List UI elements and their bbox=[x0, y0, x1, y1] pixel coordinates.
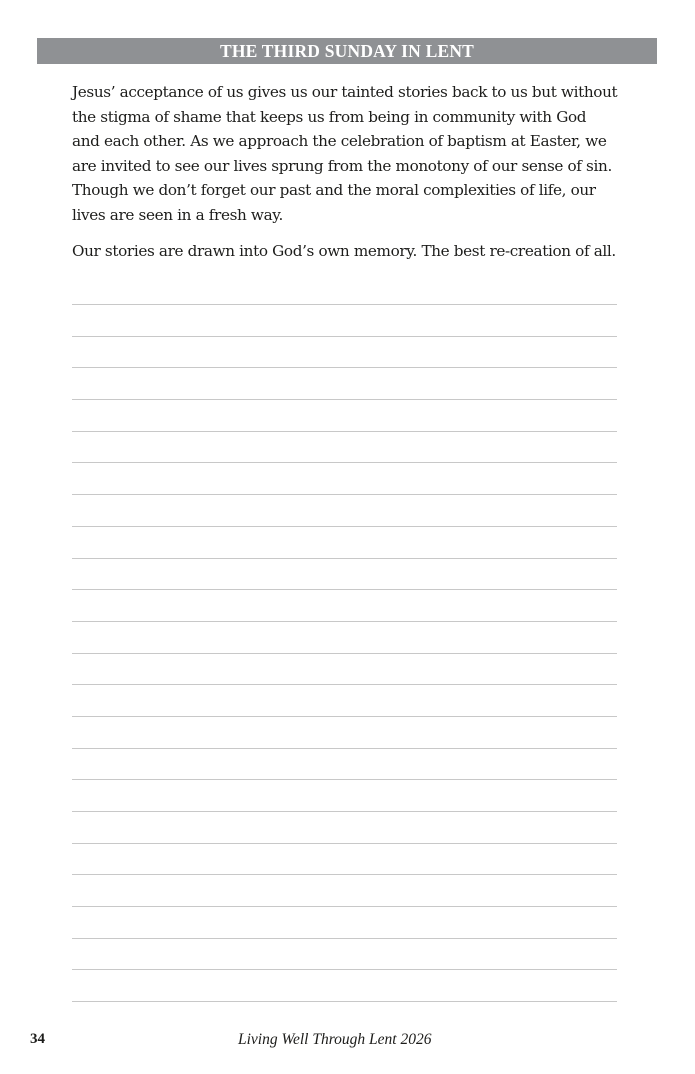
writing-line bbox=[72, 938, 617, 939]
page-footer bbox=[30, 1031, 695, 1051]
writing-lines bbox=[72, 304, 617, 1033]
writing-line bbox=[72, 304, 617, 305]
writing-line bbox=[72, 399, 617, 400]
writing-line bbox=[72, 653, 617, 654]
writing-line bbox=[72, 367, 617, 368]
writing-line bbox=[72, 684, 617, 685]
body-paragraph: Jesus’ acceptance of us gives us our tainted stories back to us but without the stigma of shame that keeps us from being in community with God and each other. As we approach the celebration of baptism at Easter, we are invited to see our lives sprung from the monotony of our sense of sin. Though we don’t forget our past and the moral complexities of life, our lives are seen in a fresh way. bbox=[72, 83, 618, 224]
writing-line bbox=[72, 906, 617, 907]
writing-line bbox=[72, 716, 617, 717]
writing-line bbox=[72, 1001, 617, 1002]
writing-line bbox=[72, 779, 617, 780]
page-number: 34 bbox=[30, 1031, 45, 1047]
writing-line bbox=[72, 558, 617, 559]
section-header-bar bbox=[37, 38, 657, 64]
writing-line bbox=[72, 462, 617, 463]
writing-line bbox=[72, 336, 617, 337]
section-title: THE THIRD SUNDAY IN LENT bbox=[219, 40, 475, 61]
writing-line bbox=[72, 874, 617, 875]
writing-line bbox=[72, 589, 617, 590]
writing-line bbox=[72, 748, 617, 749]
writing-line bbox=[72, 621, 617, 622]
writing-line bbox=[72, 526, 617, 527]
writing-line bbox=[72, 431, 617, 432]
body-text bbox=[72, 80, 618, 274]
body-paragraph: Our stories are drawn into God’s own memory. The best re-creation of all. bbox=[72, 241, 616, 260]
writing-line bbox=[72, 494, 617, 495]
writing-line bbox=[72, 811, 617, 812]
writing-line bbox=[72, 969, 617, 970]
writing-line bbox=[72, 843, 617, 844]
running-title: Living Well Through Lent 2026 bbox=[238, 1031, 432, 1048]
